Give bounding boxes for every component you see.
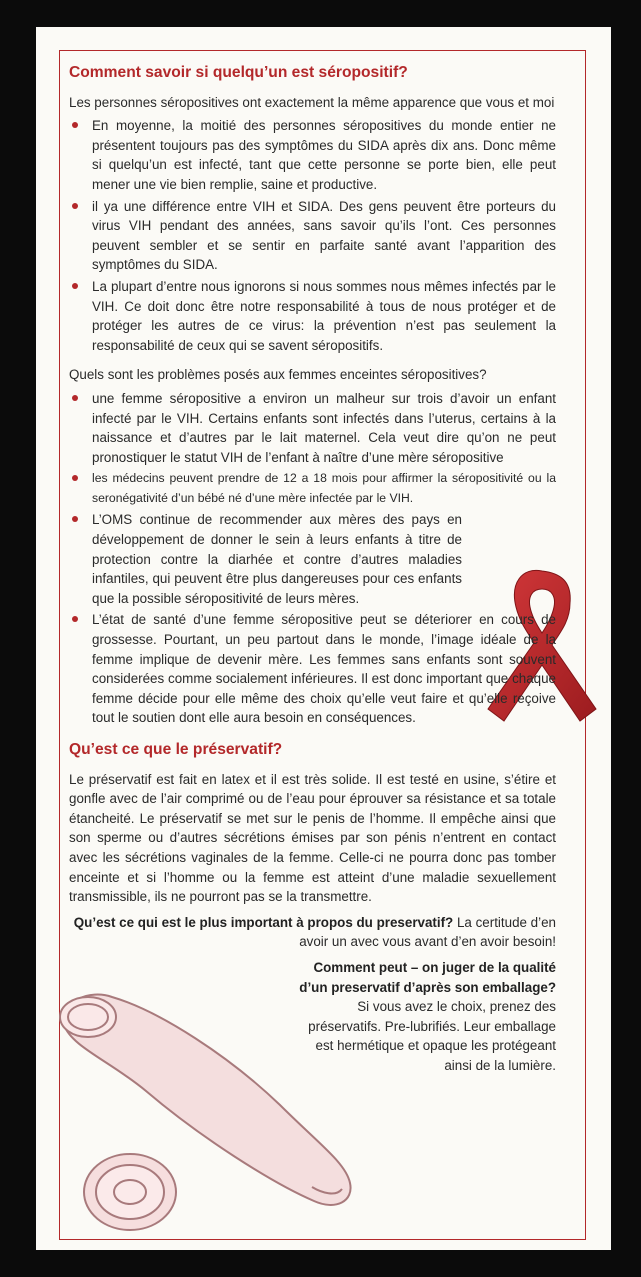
bullet-item: La plupart d’entre nous ignorons si nous sommes nous mêmes infectés par le VIH. Ce doit donc être notre responsabilité à tous de nous protéger et de protéger les autres de ce virus: la prévention n’est pas seulement la responsabilité de ceux qui se savent séropositifs. (69, 277, 556, 355)
bullet-item: une femme séropositive a environ un malheur sur trois d’avoir un enfant infecté par le VIH. Certains enfants sont infectés dans l’uterus, certains à la naissance et d’autres par le lait maternel. Cela veut dire qu’on ne peut pronostiquer le statut VIH de l’enfant à naître d’une mère séropositive (69, 389, 556, 467)
leaflet-page (36, 27, 611, 1250)
condom-qa-1 (69, 913, 556, 952)
section-title-seropositive: Comment savoir si quelqu’un est séropositif? (69, 64, 408, 81)
bullet-item: il ya une différence entre VIH et SIDA. Des gens peuvent être porteurs du virus VIH pendant des années, sans savoir qu’ils l’ont. Ces personnes peuvent sembler et se sentir en parfaite santé avant l’apparition des symptômes du SIDA. (69, 197, 556, 275)
condom-qa-2 (69, 958, 556, 1076)
section-intro: Les personnes séropositives ont exactement la même apparence que vous et moi (69, 94, 555, 110)
seropositive-bullet-list (69, 116, 556, 355)
leaflet-content (69, 63, 556, 1076)
bullet-item: L’état de santé d’une femme séropositive peut se déteriorer en cours de grossesse. Pourtant, un peu partout dans le monde, l’image idéale de la femme implique de devenir mère. Les femmes sans enfants sont souvent considerées comme socialement inférieures. Il est donc important que chaque femme décide pour elle même des choix qu’elle veut faire et qu’elle reçoive tout le soutien dont elle aura besoin en conséquences. (69, 610, 556, 728)
pregnant-women-question: Quels sont les problèmes posés aux femmes enceintes séropositives? (69, 367, 487, 383)
section-title-condom: Qu’est ce que le préservatif? (69, 741, 283, 758)
qa1-question: Qu’est ce qui est le plus important à propos du preservatif? (73, 914, 454, 930)
pregnant-women-bullet-list (69, 389, 556, 728)
condom-description: Le préservatif est fait en latex et il est très solide. Il est testé en usine, s’étire et gonfle avec de l’air comprimé ou de l’eau pour éprouver sa résistance et sa totale étancheité. Le préservatif se met sur le penis de l’homme. Il empêche ainsi que son sperme ou d’autres sécrétions émises par son pénis n’entrent en contact avec les sécrétions vaginales de la femme. Celle-ci ne pourra donc pas tomber enceinte et si l’homme ou la femme est atteint d’une maladie sexuellement transmissible, ils ne pourront pas se la transmettre. (69, 771, 556, 905)
qa2-question: Comment peut – on juger de la qualité d’un preservatif d’après son emballage? (299, 959, 556, 995)
qa1-answer: La certitude d’en avoir un avec vous avant d’en avoir besoin! (299, 914, 556, 950)
bullet-item: L’OMS continue de recommender aux mères des pays en développement de donner le sein à leurs enfants à titre de protection contre la diarhée et contre d’autres maladies infantiles, qui peuvent être plus dangereuses pour ces enfants que la possible séropositivité de leurs mères. (69, 510, 462, 608)
bullet-item: En moyenne, la moitié des personnes séropositives du monde entier ne présentent toujours pas des symptômes du SIDA après dix ans. Donc même si quelqu’un est infecté, tant que cette personne se porte bien, elle peut mener une vie bien remplie, saine et productive. (69, 116, 556, 194)
qa2-answer: Si vous avez le choix, prenez des préservatifs. Pre-lubrifiés. Leur emballage est hermétique et opaque les protégeant ainsi de la lumière. (308, 999, 556, 1073)
bullet-item: les médecins peuvent prendre de 12 a 18 mois pour affirmer la séropositivité ou la seronégativité d’un bébé né d’une mère infectée par le VIH. (69, 469, 556, 508)
